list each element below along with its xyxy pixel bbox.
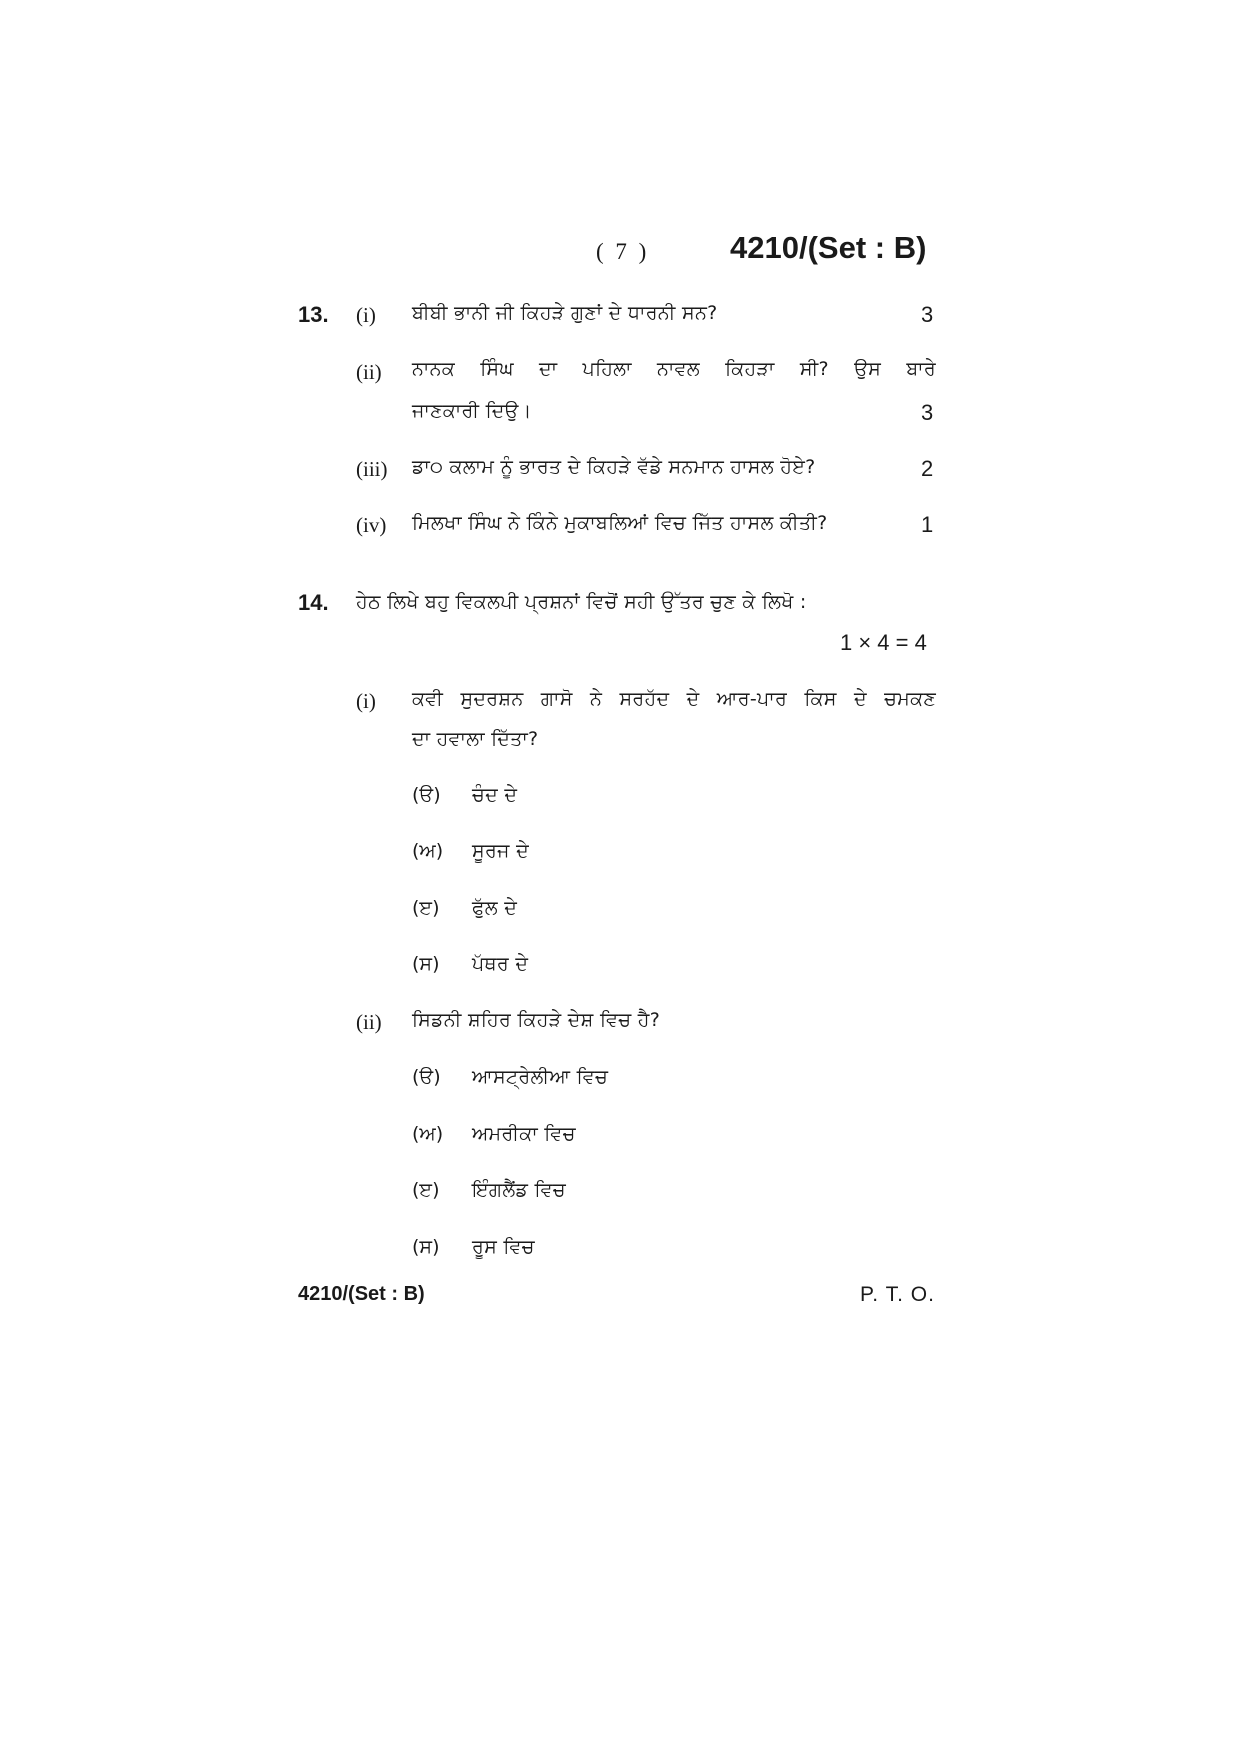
- part-label: (ii): [356, 360, 382, 384]
- marks: 2: [921, 456, 934, 481]
- part-label: (iv): [356, 513, 387, 537]
- option-label: (ੲ): [412, 897, 440, 919]
- pto-label: P. T. O.: [860, 1283, 935, 1306]
- part-text-line2: ਜਾਣਕਾਰੀ ਦਿਉ।: [412, 400, 532, 422]
- question-number: 14.: [298, 590, 329, 615]
- marks: 3: [921, 302, 934, 327]
- marks: 1 × 4 = 4: [840, 630, 927, 655]
- option-text: ਫੁੱਲ ਦੇ: [472, 897, 518, 919]
- part-text: ਮਿਲਖਾ ਸਿੰਘ ਨੇ ਕਿੰਨੇ ਮੁਕਾਬਲਿਆਂ ਵਿਚ ਜਿੱਤ ਹਾਸਲ ਕੀਤੀ?: [412, 512, 828, 534]
- option-label: (ਸ): [412, 1236, 440, 1258]
- part-text-line1: ਕਵੀ ਸੁਦਰਸ਼ਨ ਗਾਸੋ ਨੇ ਸਰਹੱਦ ਦੇ ਆਰ-ਪਾਰ ਕਿਸ ਦੇ ਚਮਕਣ: [412, 688, 936, 710]
- paper-code-footer: 4210/(Set : B): [298, 1283, 425, 1305]
- paper-code-header: 4210/(Set : B): [730, 230, 927, 265]
- option-text: ਪੱਥਰ ਦੇ: [472, 953, 529, 975]
- part-text: ਸਿਡਨੀ ਸ਼ਹਿਰ ਕਿਹੜੇ ਦੇਸ਼ ਵਿਚ ਹੈ?: [412, 1009, 661, 1031]
- part-label: (ii): [356, 1010, 382, 1034]
- part-label: (iii): [356, 457, 388, 481]
- option-text: ਇੰਗਲੈਂਡ ਵਿਚ: [472, 1179, 566, 1201]
- part-label: (i): [356, 303, 376, 327]
- option-label: (ਅ): [412, 840, 444, 862]
- part-text-line1: ਨਾਨਕ ਸਿੰਘ ਦਾ ਪਹਿਲਾ ਨਾਵਲ ਕਿਹੜਾ ਸੀ? ਉਸ ਬਾਰੇ: [412, 358, 936, 380]
- part-text-line2: ਦਾ ਹਵਾਲਾ ਦਿੱਤਾ?: [412, 728, 539, 750]
- part-text: ਡਾ੦ ਕਲਾਮ ਨੂੰ ਭਾਰਤ ਦੇ ਕਿਹੜੇ ਵੱਡੇ ਸਨਮਾਨ ਹਾਸਲ ਹੋਏ?: [412, 456, 816, 478]
- option-text: ਚੰਦ ਦੇ: [472, 784, 518, 806]
- option-label: (ਅ): [412, 1123, 444, 1145]
- question-number: 13.: [298, 302, 329, 327]
- part-label: (i): [356, 689, 376, 713]
- option-text: ਅਮਰੀਕਾ ਵਿਚ: [472, 1123, 576, 1145]
- option-label: (ੳ): [412, 784, 441, 806]
- option-text: ਸੂਰਜ ਦੇ: [472, 840, 529, 862]
- option-label: (ੲ): [412, 1179, 440, 1201]
- option-text: ਰੂਸ ਵਿਚ: [472, 1236, 535, 1258]
- option-label: (ਸ): [412, 953, 440, 975]
- marks: 3: [921, 400, 934, 425]
- question-instruction: ਹੇਠ ਲਿਖੇ ਬਹੁ ਵਿਕਲਪੀ ਪ੍ਰਸ਼ਨਾਂ ਵਿਚੋਂ ਸਹੀ ਉੱਤਰ ਚੁਣ ਕੇ ਲਿਖੋ :: [356, 591, 807, 613]
- option-label: (ੳ): [412, 1066, 441, 1088]
- part-text: ਬੀਬੀ ਭਾਨੀ ਜੀ ਕਿਹੜੇ ਗੁਣਾਂ ਦੇ ਧਾਰਨੀ ਸਨ?: [412, 302, 718, 324]
- marks: 1: [921, 512, 934, 537]
- option-text: ਆਸਟ੍ਰੇਲੀਆ ਵਿਚ: [472, 1066, 609, 1088]
- page-number: ( 7 ): [596, 239, 650, 264]
